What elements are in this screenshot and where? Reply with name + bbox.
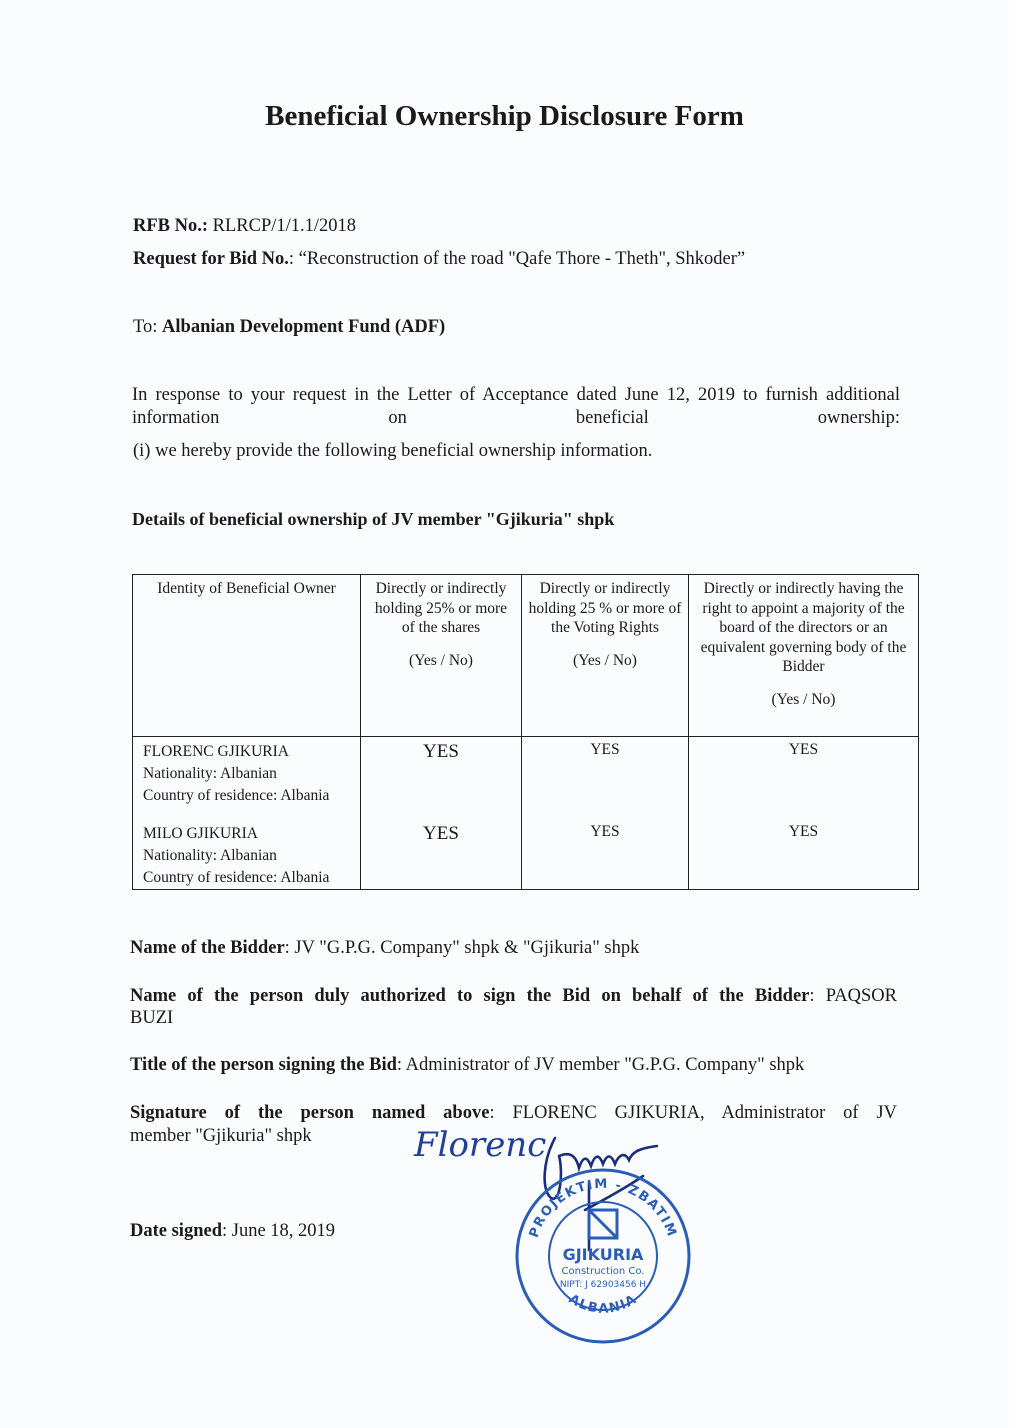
company-stamp [513, 1166, 693, 1346]
owner1-board: YES [788, 741, 819, 758]
stamp-company: GJIKURIA [562, 1245, 644, 1264]
owner-name: MILO GJIKURIA [143, 825, 258, 842]
date-signed [130, 1221, 335, 1242]
signer-title [130, 1055, 804, 1076]
owner-nationality: Nationality: Albanian [143, 765, 277, 782]
request-for-bid [133, 249, 745, 270]
owner2-board: YES [788, 823, 819, 840]
owner-identity-cell [133, 737, 361, 890]
owner-block-2 [143, 823, 360, 889]
to-label: To: [133, 317, 163, 337]
header-board [689, 575, 919, 737]
header-board-text: Directly or indirectly having the right to appoint a majority of the board of the directors or an equivalent governing body of the Bidder [700, 580, 907, 675]
owner-residence: Country of residence: Albania [143, 787, 330, 804]
form-title: Beneficial Ownership Disclosure Form [265, 100, 744, 132]
svg-text:ALBANIA [566, 1292, 640, 1317]
svg-text:PROJEKTIM - ZBATIM [527, 1177, 680, 1240]
header-identity [133, 575, 361, 737]
request-label: Request for Bid No. [133, 249, 289, 269]
rfb-label: RFB No.: [133, 216, 209, 236]
stamp-top-arc: PROJEKTIM - ZBATIM [526, 1176, 680, 1240]
signature-value-1: : FLORENC GJIKURIA, Administrator of JV [489, 1103, 897, 1123]
owner-block-1 [143, 741, 360, 807]
intro-paragraph: In response to your request in the Letter of Acceptance dated June 12, 2019 to furnish additional information on beneficial ownership: [132, 385, 900, 428]
signer-title-label: Title of the person signing the Bid [130, 1055, 397, 1075]
header-voting [522, 575, 689, 737]
date-label: Date signed [130, 1221, 222, 1241]
board-answers-cell [689, 737, 919, 890]
owner-nationality: Nationality: Albanian [143, 847, 277, 864]
date-value: : June 18, 2019 [222, 1221, 336, 1241]
shares-answers-cell [361, 737, 522, 890]
to-value: Albanian Development Fund (ADF) [162, 317, 446, 337]
owner-residence: Country of residence: Albania [143, 869, 330, 886]
stamp-bottom-arc: ALBANIA [565, 1291, 641, 1317]
table-header-row [133, 575, 919, 737]
header-shares [361, 575, 522, 737]
authorized-label: Name of the person duly authorized to sign the Bid on behalf of the Bidder [130, 986, 810, 1006]
owner1-shares: YES [423, 741, 459, 762]
header-shares-text: Directly or indirectly holding 25% or more of the shares [374, 580, 508, 636]
stamp-nipt: NIPT: J 62903456 H [559, 1280, 647, 1290]
signature-value-2: member "Gjikuria" shpk [130, 1126, 312, 1146]
stamp-logo-icon [589, 1210, 617, 1238]
header-voting-yn: (Yes / No) [573, 651, 637, 669]
table-row [133, 737, 919, 890]
voting-answers-cell [522, 737, 689, 890]
header-board-yn: (Yes / No) [771, 690, 836, 708]
recipient [133, 317, 445, 338]
details-heading: Details of beneficial ownership of JV member "Gjikuria" shpk [132, 509, 615, 529]
signer-title-value: : Administrator of JV member "G.P.G. Company" shpk [396, 1055, 805, 1075]
header-identity-text: Identity of Beneficial Owner [157, 580, 336, 597]
owner1-voting: YES [590, 741, 620, 758]
authorized-value-2: BUZI [130, 1008, 174, 1028]
owner2-shares: YES [423, 823, 459, 844]
owner2-voting: YES [590, 823, 620, 840]
header-shares-yn: (Yes / No) [409, 651, 473, 669]
owner-name: FLORENC GJIKURIA [143, 743, 289, 760]
handwritten-name [410, 1112, 547, 1172]
beneficial-ownership-table [132, 574, 919, 890]
intro-item: (i) we hereby provide the following beneficial ownership information. [133, 441, 653, 461]
bidder-value: : JV "G.P.G. Company" shpk & "Gjikuria" shpk [284, 938, 640, 958]
authorized-value-1: : PAQSOR [809, 986, 897, 1006]
stamp-subtitle: Construction Co. [561, 1266, 645, 1277]
bidder-label: Name of the Bidder [130, 938, 285, 958]
signature-label: Signature of the person named above [130, 1103, 490, 1123]
authorized-person-line1 [130, 985, 897, 1008]
rfb-value: RLRCP/1/1.1/2018 [208, 216, 357, 236]
handwritten-name-text: Florenc [414, 1125, 547, 1165]
request-value: : “Reconstruction of the road "Qafe Thore - Theth", Shkoder” [288, 249, 746, 269]
header-voting-text: Directly or indirectly holding 25 % or more of the Voting Rights [528, 580, 682, 636]
rfb-number [133, 216, 356, 237]
bidder-name [130, 938, 639, 959]
